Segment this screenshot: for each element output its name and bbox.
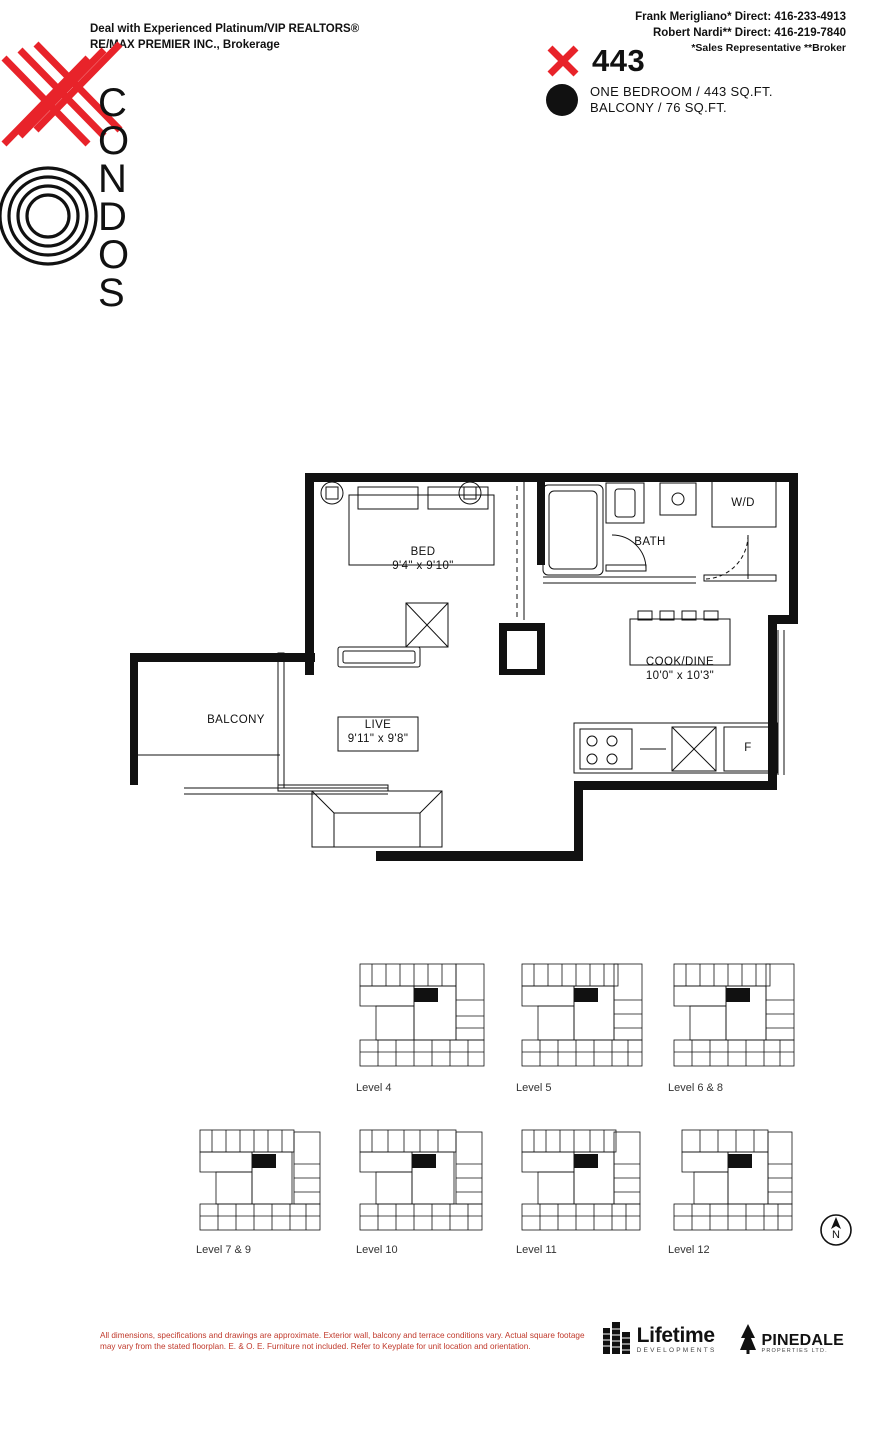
keyplate-caption: Level 11 [516,1244,557,1256]
unit-identification [546,44,846,116]
room-name-fridge: F [744,742,752,754]
logo-letter-c: C [98,81,128,125]
logo-mark-icon [0,40,160,290]
room-name-bed: BED [410,546,436,558]
logo-letter-d: D [98,195,128,239]
logo-letter-n: N [98,157,128,201]
room-name-balcony: BALCONY [207,714,265,726]
disclaimer-line-2: may vary from the stated floorplan. E. & O. E. Furniture not included. Refer to Keyplate for unit location and orientation. [100,1341,531,1351]
room-dims-live: 9'11" x 9'8" [347,733,409,745]
svg-text:N: N [832,1229,840,1241]
room-label-wd [708,496,778,510]
compass-north-icon [818,1212,854,1248]
room-name-cookdine: COOK/DINE [645,656,715,668]
keyplate-diagram [668,1126,800,1234]
room-name-bath: BATH [634,536,666,548]
keyplate-level-11 [516,1126,648,1256]
keyplate-level-6-8 [668,960,800,1094]
logo-letter-o: O [98,119,131,163]
keyplate-caption: Level 5 [516,1082,552,1094]
pinedale-subtitle: PROPERTIES LTD. [761,1348,828,1354]
floorplan-drawing [100,455,840,895]
unit-description [590,84,773,116]
keyplate-caption: Level 7 & 9 [196,1244,252,1256]
logo-letter-s: S [98,271,126,315]
keyplate-level-10 [356,1126,488,1256]
lifetime-developments-logo [603,1320,717,1354]
pinedale-name: PINEDALE [761,1332,844,1349]
unit-number: 443 [592,43,646,78]
room-label-balcony [176,713,296,727]
room-name-live: LIVE [364,719,392,731]
lifetime-subtitle: DEVELOPMENTS [636,1347,717,1354]
x-mark-icon [546,44,580,78]
logo-letter-o2: O [98,233,131,277]
keyplate-diagram [356,1126,488,1234]
agent-1-contact: Frank Merigliano* Direct: 416-233-4913 [635,11,846,23]
room-dims-bed: 9'4" x 9'10" [392,560,454,572]
xo-condos-logo [0,40,160,315]
keyplate-level-12 [668,1126,800,1256]
brokerage-line-2: RE/MAX PREMIER INC., Brokerage [90,38,280,51]
unit-number-row [546,44,846,78]
keyplate-caption: Level 6 & 8 [668,1082,724,1094]
unit-description-line-2: BALCONY / 76 SQ.FT. [590,100,727,115]
agent-designations: *Sales Representative **Broker [691,42,846,55]
keyplate-level-7-9 [196,1126,328,1256]
unit-description-row [546,84,846,116]
disclaimer-text [100,1331,640,1352]
o-mark-icon [546,84,578,116]
keyplate-level-4 [356,960,488,1094]
keyplate-diagram [516,960,648,1072]
keyplate-caption: Level 12 [668,1244,710,1256]
keyplate-caption: Level 10 [356,1244,398,1256]
agent-2-contact: Robert Nardi** Direct: 416-219-7840 [652,26,846,39]
unit-description-line-1: ONE BEDROOM / 443 SQ.FT. [590,84,773,99]
room-name-wd: W/D [731,497,755,509]
keyplate-diagram [356,960,488,1072]
keyplate-diagram [196,1126,328,1234]
keyplate-group [0,950,888,1290]
disclaimer-line-1: All dimensions, specifications and drawings are approximate. Exterior wall, balcony and terrace conditions vary. Actual square footage [100,1331,585,1340]
pinedale-properties-logo [739,1324,845,1354]
logo-wordmark [98,81,131,315]
lifetime-name: Lifetime [636,1324,715,1347]
developer-logos [603,1320,844,1354]
building-icon [603,1320,631,1354]
room-label-bed [348,545,498,573]
room-label-fridge [726,741,770,755]
pine-tree-icon [739,1324,757,1354]
brokerage-line-1: Deal with Experienced Platinum/VIP REALTORS® [90,23,360,35]
room-dims-cookdine: 10'0" x 10'3" [645,670,715,682]
keyplate-diagram [668,960,800,1072]
keyplate-diagram [516,1126,648,1234]
room-label-live [318,718,438,746]
room-label-cookdine [624,655,736,683]
keyplate-caption: Level 4 [356,1082,392,1094]
room-label-bath [600,535,700,549]
keyplate-level-5 [516,960,648,1094]
